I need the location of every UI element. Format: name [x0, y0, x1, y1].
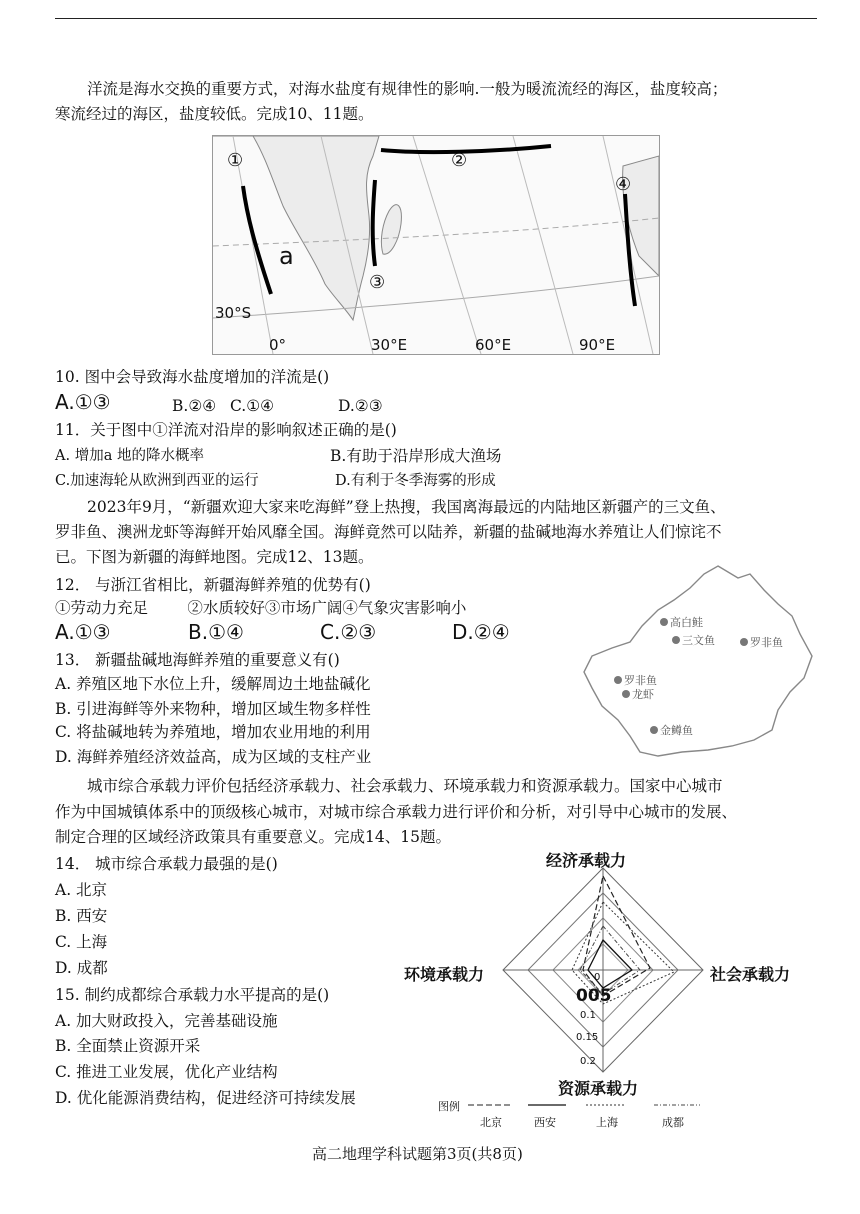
legend-title: 图例 [438, 1100, 460, 1113]
q12-option-b[interactable]: B.①④ [188, 620, 244, 644]
q12-option-a[interactable]: A.①③ [55, 620, 111, 644]
q12-items: ①劳动力充足 ②水质较好③市场广阔④气象灾害影响小 [55, 599, 467, 617]
lon-label-30: 30°E [371, 336, 408, 354]
map2-label-5: 龙虾 [632, 688, 654, 701]
legend-beijing: 北京 [480, 1116, 502, 1129]
lon-label-60: 60°E [475, 336, 512, 354]
intro-12-13-line3: 已。下图为新疆的海鲜地图。完成12、13题。 [55, 548, 374, 566]
q14-option-b[interactable]: B. 西安 [55, 907, 108, 925]
radar-tick-005: 005 [576, 986, 612, 1006]
q13-option-c[interactable]: C. 将盐碱地转为养殖地，增加农业用地的利用 [55, 723, 371, 741]
map2-label-6: 金鳟鱼 [660, 724, 693, 737]
radar-tick-015: 0.15 [576, 1032, 599, 1043]
q10-option-b[interactable]: B.②④ [172, 397, 217, 415]
q11-option-c[interactable]: C.加速海轮从欧洲到西亚的运行 [55, 473, 259, 489]
map2-label-3: 罗非鱼 [750, 636, 783, 649]
q11-option-b[interactable]: B.有助于沿岸形成大渔场 [330, 447, 502, 465]
q15-option-b[interactable]: B. 全面禁止资源开采 [55, 1037, 201, 1055]
intro-12-13-line2: 罗非鱼、澳洲龙虾等海鲜开始风靡全国。海鲜竟然可以陆养，新疆的盐碱地海水养殖让人们惊诧不 [55, 523, 722, 541]
map2-label-4: 罗非鱼 [624, 674, 657, 687]
q14-stem: 14． 城市综合承载力最强的是() [55, 855, 278, 873]
lon-label-90: 90°E [579, 336, 616, 354]
current-label-1: ① [227, 150, 244, 171]
xinjiang-outline-svg [578, 560, 814, 760]
q14-option-d[interactable]: D. 成都 [55, 959, 108, 977]
q12-option-d[interactable]: D.②④ [452, 620, 510, 644]
q11-stem: 11．关于图中①洋流对沿岸的影响叙述正确的是() [55, 421, 397, 439]
intro-12-13-line1: 2023年9月，“新疆欢迎大家来吃海鲜”登上热搜，我国离海最远的内陆地区新疆产的三文鱼、 [87, 498, 726, 516]
q15-option-d[interactable]: D. 优化能源消费结构，促进经济可持续发展 [55, 1089, 356, 1107]
q13-option-b[interactable]: B. 引进海鲜等外来物种，增加区域生物多样性 [55, 700, 371, 718]
intro-10-11-line2: 寒流经过的海区，盐度较低。完成10、11题。 [55, 105, 374, 123]
q14-option-a[interactable]: A. 北京 [55, 881, 108, 899]
current-label-2: ② [451, 150, 468, 171]
q15-stem: 15. 制约成都综合承载力水平提高的是() [55, 986, 330, 1004]
radar-tick-0: 0 [594, 972, 601, 983]
radar-tick-02: 0.2 [580, 1056, 596, 1067]
q12-stem: 12． 与浙江省相比，新疆海鲜养殖的优势有() [55, 576, 371, 594]
map2-label-1: 高白鲑 [670, 616, 703, 629]
xinjiang-seafood-map [578, 560, 814, 760]
q15-option-c[interactable]: C. 推进工业发展，优化产业结构 [55, 1063, 278, 1081]
q11-option-d[interactable]: D.有利于冬季海雾的形成 [335, 473, 496, 489]
q13-option-a[interactable]: A. 养殖区地下水位上升，缓解周边土地盐碱化 [55, 675, 371, 693]
q10-option-c[interactable]: C.①④ [230, 397, 275, 415]
q14-option-c[interactable]: C. 上海 [55, 933, 108, 951]
current-label-3: ③ [369, 272, 386, 293]
point-a-label: a [279, 242, 294, 270]
legend-shanghai: 上海 [596, 1116, 618, 1129]
q13-stem: 13． 新疆盐碱地海鲜养殖的重要意义有() [55, 651, 340, 669]
legend-chengdu: 成都 [662, 1116, 684, 1129]
lon-label-0: 0° [269, 336, 287, 354]
q10-stem: 10. 图中会导致海水盐度增加的洋流是() [55, 368, 330, 386]
radar-axis-economy: 经济承载力 [546, 851, 627, 870]
map2-label-2: 三文鱼 [682, 634, 715, 647]
q10-option-a[interactable]: A.①③ [55, 390, 111, 414]
carrying-capacity-radar [400, 846, 810, 1136]
header-rule [55, 18, 817, 19]
intro-14-15-line1: 城市综合承载力评价包括经济承载力、社会承载力、环境承载力和资源承载力。国家中心城市 [87, 777, 723, 795]
radar-axis-resource: 资源承载力 [558, 1079, 639, 1098]
page-footer: 高二地理学科试题第3页(共8页) [312, 1145, 523, 1163]
intro-14-15-line2: 作为中国城镇体系中的顶级核心城市，对城市综合承载力进行评价和分析，对引导中心城市的发展、 [55, 803, 738, 821]
radar-tick-01: 0.1 [580, 1010, 596, 1021]
intro-10-11-line1: 洋流是海水交换的重要方式，对海水盐度有规律性的影响.一般为暖流流经的海区，盐度较高； [87, 80, 728, 98]
q10-option-d[interactable]: D.②③ [338, 397, 383, 415]
current-label-4: ④ [615, 174, 632, 195]
q12-option-c[interactable]: C.②③ [320, 620, 377, 644]
q11-option-a[interactable]: A. 增加a 地的降水概率 [55, 448, 204, 464]
radar-axis-environment: 环境承载力 [404, 965, 485, 984]
intro-14-15-line3: 制定合理的区域经济政策具有重要意义。完成14、15题。 [55, 828, 451, 846]
ocean-current-map [212, 135, 660, 355]
q13-option-d[interactable]: D. 海鲜养殖经济效益高，成为区域的支柱产业 [55, 748, 372, 766]
q15-option-a[interactable]: A. 加大财政投入，完善基础设施 [55, 1012, 278, 1030]
legend-xian: 西安 [534, 1116, 556, 1129]
lat-label: 30°S [215, 304, 252, 322]
radar-axis-society: 社会承载力 [710, 965, 791, 984]
